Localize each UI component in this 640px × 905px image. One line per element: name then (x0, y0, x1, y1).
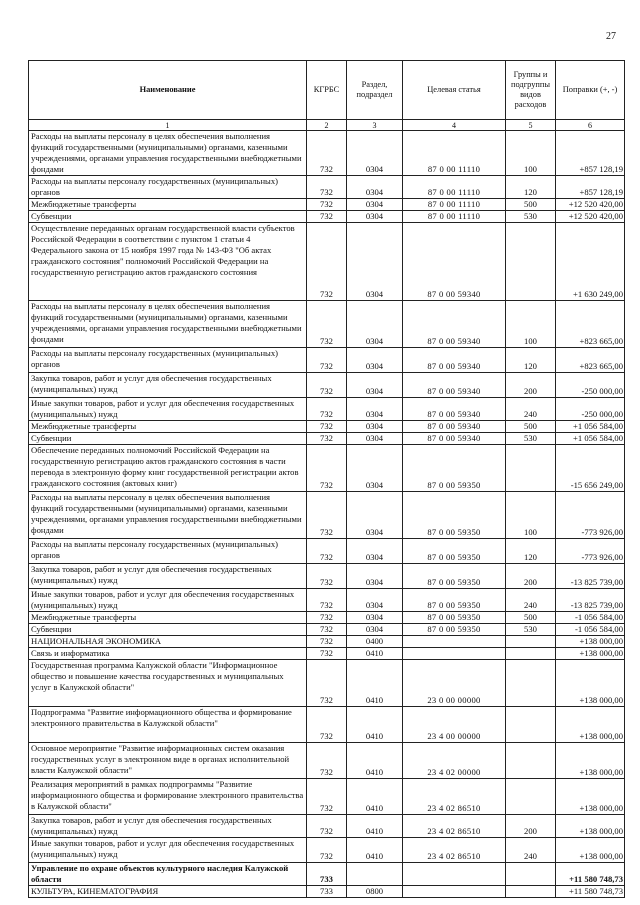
row-name: Государственная программа Калужской области "Информационное общество и повышение качества государственных и муниципальных услуг в Калужской области" (29, 660, 307, 707)
row-name: Межбюджетные трансферты (29, 199, 307, 211)
column-number: 2 (307, 120, 347, 131)
row-target-article: 87 0 00 59350 (403, 445, 506, 492)
column-number: 5 (506, 120, 556, 131)
row-target-article: 23 4 02 86510 (403, 838, 506, 863)
row-name: Закупка товаров, работ и услуг для обеспечения государственных (муниципальных) нужд (29, 815, 307, 838)
table-row (29, 539, 625, 564)
row-section: 0410 (347, 648, 403, 660)
row-section: 0304 (347, 223, 403, 301)
table-row (29, 492, 625, 539)
row-amendment-amount: +11 580 748,73 (556, 886, 625, 898)
row-name: Расходы на выплаты персоналу государственных (муниципальных) органов (29, 348, 307, 373)
row-name: Расходы на выплаты персоналу государственных (муниципальных) органов (29, 176, 307, 199)
table-row (29, 612, 625, 624)
row-kgrbs: 732 (307, 445, 347, 492)
row-expense-group (506, 223, 556, 301)
row-section: 0410 (347, 838, 403, 863)
row-section: 0304 (347, 421, 403, 433)
row-expense-group: 200 (506, 564, 556, 589)
row-expense-group: 200 (506, 373, 556, 398)
row-section: 0410 (347, 815, 403, 838)
row-expense-group: 500 (506, 199, 556, 211)
row-section: 0304 (347, 492, 403, 539)
row-name: Расходы на выплаты персоналу в целях обеспечения выполнения функций государственными (муниципальными) органами, казенными учреждениями, органами управления государственными внебюджетными фондами (29, 492, 307, 539)
row-name: Субвенции (29, 624, 307, 636)
header-target: Целевая статья (403, 61, 506, 120)
row-kgrbs: 732 (307, 373, 347, 398)
row-amendment-amount: +138 000,00 (556, 838, 625, 863)
row-expense-group: 120 (506, 176, 556, 199)
table-row (29, 211, 625, 223)
row-expense-group (506, 445, 556, 492)
row-section: 0800 (347, 886, 403, 898)
row-target-article: 87 0 00 59340 (403, 348, 506, 373)
row-target-article (403, 863, 506, 886)
row-amendment-amount: +138 000,00 (556, 779, 625, 815)
row-section: 0304 (347, 612, 403, 624)
row-section: 0304 (347, 445, 403, 492)
column-number: 6 (556, 120, 625, 131)
row-amendment-amount: -250 000,00 (556, 373, 625, 398)
row-section: 0304 (347, 624, 403, 636)
row-expense-group (506, 660, 556, 707)
header-name: Наименование (29, 61, 307, 120)
row-section: 0410 (347, 743, 403, 779)
row-amendment-amount: +138 000,00 (556, 648, 625, 660)
row-name: КУЛЬТУРА, КИНЕМАТОГРАФИЯ (29, 886, 307, 898)
row-target-article: 87 0 00 59340 (403, 301, 506, 348)
row-expense-group: 530 (506, 433, 556, 445)
row-name: Иные закупки товаров, работ и услуг для обеспечения государственных (муниципальных) нужд (29, 838, 307, 863)
table-row (29, 131, 625, 176)
header-groups: Группы и подгруппы видов расходов (506, 61, 556, 120)
row-target-article: 23 0 00 00000 (403, 660, 506, 707)
row-kgrbs: 732 (307, 539, 347, 564)
row-expense-group: 100 (506, 301, 556, 348)
row-section: 0304 (347, 176, 403, 199)
table-row (29, 421, 625, 433)
row-amendment-amount: +857 128,19 (556, 131, 625, 176)
row-name: Закупка товаров, работ и услуг для обеспечения государственных (муниципальных) нужд (29, 373, 307, 398)
row-name: Закупка товаров, работ и услуг для обеспечения государственных (муниципальных) нужд (29, 564, 307, 589)
table-row (29, 743, 625, 779)
row-target-article: 87 0 00 11110 (403, 199, 506, 211)
row-target-article: 87 0 00 11110 (403, 211, 506, 223)
row-kgrbs: 732 (307, 176, 347, 199)
row-amendment-amount: +1 056 584,00 (556, 433, 625, 445)
row-target-article (403, 886, 506, 898)
row-kgrbs: 732 (307, 838, 347, 863)
row-name: Субвенции (29, 433, 307, 445)
table-row (29, 886, 625, 898)
row-section: 0410 (347, 660, 403, 707)
row-kgrbs: 732 (307, 421, 347, 433)
row-amendment-amount: -15 656 249,00 (556, 445, 625, 492)
row-name: Основное мероприятие "Развитие информационных систем оказания государственных услуг в электронном виде в органах исполнительной власти Калужской области" (29, 743, 307, 779)
row-target-article: 87 0 00 59350 (403, 589, 506, 612)
header-amendments: Поправки (+, -) (556, 61, 625, 120)
row-expense-group (506, 863, 556, 886)
row-name: Реализация мероприятий в рамках подпрограммы "Развитие информационного общества и формирование электронного правительства в Калужской области" (29, 779, 307, 815)
row-amendment-amount: +823 665,00 (556, 301, 625, 348)
row-kgrbs: 732 (307, 492, 347, 539)
row-target-article: 87 0 00 59350 (403, 624, 506, 636)
page-number: 27 (606, 31, 616, 42)
header-section: Раздел, подраздел (347, 61, 403, 120)
row-name: Расходы на выплаты персоналу в целях обеспечения выполнения функций государственными (муниципальными) органами, казенными учреждениями, органами управления государственными внебюджетными фондами (29, 301, 307, 348)
row-section: 0304 (347, 199, 403, 211)
row-name: Расходы на выплаты персоналу в целях обеспечения выполнения функций государственными (муниципальными) органами, казенными учреждениями, органами управления государственными внебюджетными фондами (29, 131, 307, 176)
row-kgrbs: 733 (307, 886, 347, 898)
table-row (29, 636, 625, 648)
row-target-article: 87 0 00 59340 (403, 433, 506, 445)
row-section (347, 863, 403, 886)
row-amendment-amount: +823 665,00 (556, 348, 625, 373)
column-number: 4 (403, 120, 506, 131)
table-body (29, 131, 625, 898)
table-row (29, 624, 625, 636)
table-header-row (29, 61, 625, 120)
row-expense-group (506, 648, 556, 660)
row-kgrbs: 732 (307, 707, 347, 743)
row-kgrbs: 732 (307, 199, 347, 211)
row-section: 0410 (347, 707, 403, 743)
row-expense-group: 530 (506, 624, 556, 636)
table-row (29, 223, 625, 301)
row-amendment-amount: -250 000,00 (556, 398, 625, 421)
row-section: 0304 (347, 539, 403, 564)
row-name: Подпрограмма "Развитие информационного общества и формирование электронного правительства в Калужской области" (29, 707, 307, 743)
row-amendment-amount: +138 000,00 (556, 636, 625, 648)
row-target-article: 23 4 00 00000 (403, 707, 506, 743)
row-expense-group (506, 886, 556, 898)
table-row (29, 199, 625, 211)
row-amendment-amount: +1 056 584,00 (556, 421, 625, 433)
row-amendment-amount: +11 580 748,73 (556, 863, 625, 886)
row-amendment-amount: -1 056 584,00 (556, 624, 625, 636)
row-target-article (403, 648, 506, 660)
row-section: 0304 (347, 433, 403, 445)
row-kgrbs: 732 (307, 589, 347, 612)
table-row (29, 815, 625, 838)
row-target-article: 87 0 00 59350 (403, 539, 506, 564)
row-expense-group (506, 743, 556, 779)
row-target-article: 87 0 00 59350 (403, 564, 506, 589)
row-name: Расходы на выплаты персоналу государственных (муниципальных) органов (29, 539, 307, 564)
row-name: Обеспечение переданных полномочий Российской Федерации на государственную регистрацию актов гражданского состояния в части перевода в электронную форму книг государственной регистрации актов гражданского состояния (актовых книг) (29, 445, 307, 492)
row-expense-group: 120 (506, 539, 556, 564)
row-amendment-amount: +12 520 420,00 (556, 199, 625, 211)
row-expense-group: 500 (506, 612, 556, 624)
row-amendment-amount: +12 520 420,00 (556, 211, 625, 223)
row-expense-group: 240 (506, 398, 556, 421)
row-amendment-amount: +138 000,00 (556, 660, 625, 707)
row-expense-group: 240 (506, 838, 556, 863)
row-name: Межбюджетные трансферты (29, 421, 307, 433)
table-row (29, 660, 625, 707)
row-name: Управление по охране объектов культурного наследия Калужской области (29, 863, 307, 886)
row-section: 0304 (347, 589, 403, 612)
row-expense-group: 530 (506, 211, 556, 223)
table-row (29, 176, 625, 199)
row-section: 0410 (347, 779, 403, 815)
row-name: Связь и информатика (29, 648, 307, 660)
row-expense-group (506, 636, 556, 648)
row-kgrbs: 732 (307, 648, 347, 660)
row-kgrbs: 732 (307, 398, 347, 421)
row-target-article: 87 0 00 59350 (403, 492, 506, 539)
table-row (29, 707, 625, 743)
table-row (29, 564, 625, 589)
row-kgrbs: 732 (307, 743, 347, 779)
row-kgrbs: 732 (307, 348, 347, 373)
row-expense-group: 100 (506, 131, 556, 176)
row-kgrbs: 732 (307, 433, 347, 445)
row-name: НАЦИОНАЛЬНАЯ ЭКОНОМИКА (29, 636, 307, 648)
row-kgrbs: 732 (307, 815, 347, 838)
budget-amendments-table (28, 60, 625, 898)
row-name: Субвенции (29, 211, 307, 223)
row-kgrbs: 732 (307, 131, 347, 176)
row-amendment-amount: +138 000,00 (556, 743, 625, 779)
row-target-article: 87 0 00 59340 (403, 223, 506, 301)
column-number: 3 (347, 120, 403, 131)
row-target-article: 87 0 00 59340 (403, 421, 506, 433)
table-row (29, 863, 625, 886)
row-kgrbs: 732 (307, 660, 347, 707)
row-expense-group (506, 779, 556, 815)
table-row (29, 373, 625, 398)
row-section: 0304 (347, 398, 403, 421)
table-row (29, 398, 625, 421)
row-amendment-amount: -1 056 584,00 (556, 612, 625, 624)
row-section: 0304 (347, 131, 403, 176)
row-kgrbs: 733 (307, 863, 347, 886)
table-row (29, 838, 625, 863)
table-row (29, 779, 625, 815)
row-target-article: 23 4 02 86510 (403, 779, 506, 815)
row-amendment-amount: +138 000,00 (556, 815, 625, 838)
row-kgrbs: 732 (307, 301, 347, 348)
row-expense-group: 100 (506, 492, 556, 539)
table-row (29, 348, 625, 373)
row-amendment-amount: +857 128,19 (556, 176, 625, 199)
row-name: Осуществление переданных органам государственной власти субъектов Российской Федерации в соответствии с пунктом 1 статьи 4 Федерального закона от 15 ноября 1997 года № 143-ФЗ "Об актах гражданского состояния" полномочий Российской Федерации на государственную регистрацию актов гражданского состояния (29, 223, 307, 301)
row-amendment-amount: -13 825 739,00 (556, 589, 625, 612)
row-expense-group: 500 (506, 421, 556, 433)
row-amendment-amount: +1 630 249,00 (556, 223, 625, 301)
row-amendment-amount: -13 825 739,00 (556, 564, 625, 589)
column-number: 1 (29, 120, 307, 131)
row-target-article: 87 0 00 11110 (403, 131, 506, 176)
row-amendment-amount: +138 000,00 (556, 707, 625, 743)
row-expense-group: 120 (506, 348, 556, 373)
row-expense-group (506, 707, 556, 743)
row-expense-group: 200 (506, 815, 556, 838)
row-kgrbs: 732 (307, 624, 347, 636)
row-target-article: 23 4 02 00000 (403, 743, 506, 779)
row-kgrbs: 732 (307, 223, 347, 301)
row-target-article: 87 0 00 59350 (403, 612, 506, 624)
row-expense-group: 240 (506, 589, 556, 612)
row-section: 0304 (347, 373, 403, 398)
row-target-article (403, 636, 506, 648)
table-row (29, 589, 625, 612)
row-kgrbs: 732 (307, 612, 347, 624)
row-kgrbs: 732 (307, 564, 347, 589)
row-target-article: 87 0 00 59340 (403, 398, 506, 421)
row-target-article: 87 0 00 59340 (403, 373, 506, 398)
table-row (29, 433, 625, 445)
column-number-row (29, 120, 625, 131)
row-kgrbs: 732 (307, 779, 347, 815)
header-kgrbs: КГРБС (307, 61, 347, 120)
row-kgrbs: 732 (307, 211, 347, 223)
row-target-article: 87 0 00 11110 (403, 176, 506, 199)
row-name: Межбюджетные трансферты (29, 612, 307, 624)
table-row (29, 301, 625, 348)
row-name: Иные закупки товаров, работ и услуг для обеспечения государственных (муниципальных) нужд (29, 398, 307, 421)
table-row (29, 648, 625, 660)
row-section: 0304 (347, 564, 403, 589)
row-amendment-amount: -773 926,00 (556, 539, 625, 564)
row-section: 0304 (347, 348, 403, 373)
row-section: 0304 (347, 301, 403, 348)
row-kgrbs: 732 (307, 636, 347, 648)
row-amendment-amount: -773 926,00 (556, 492, 625, 539)
row-section: 0400 (347, 636, 403, 648)
row-section: 0304 (347, 211, 403, 223)
table-row (29, 445, 625, 492)
row-target-article: 23 4 02 86510 (403, 815, 506, 838)
row-name: Иные закупки товаров, работ и услуг для обеспечения государственных (муниципальных) нужд (29, 589, 307, 612)
